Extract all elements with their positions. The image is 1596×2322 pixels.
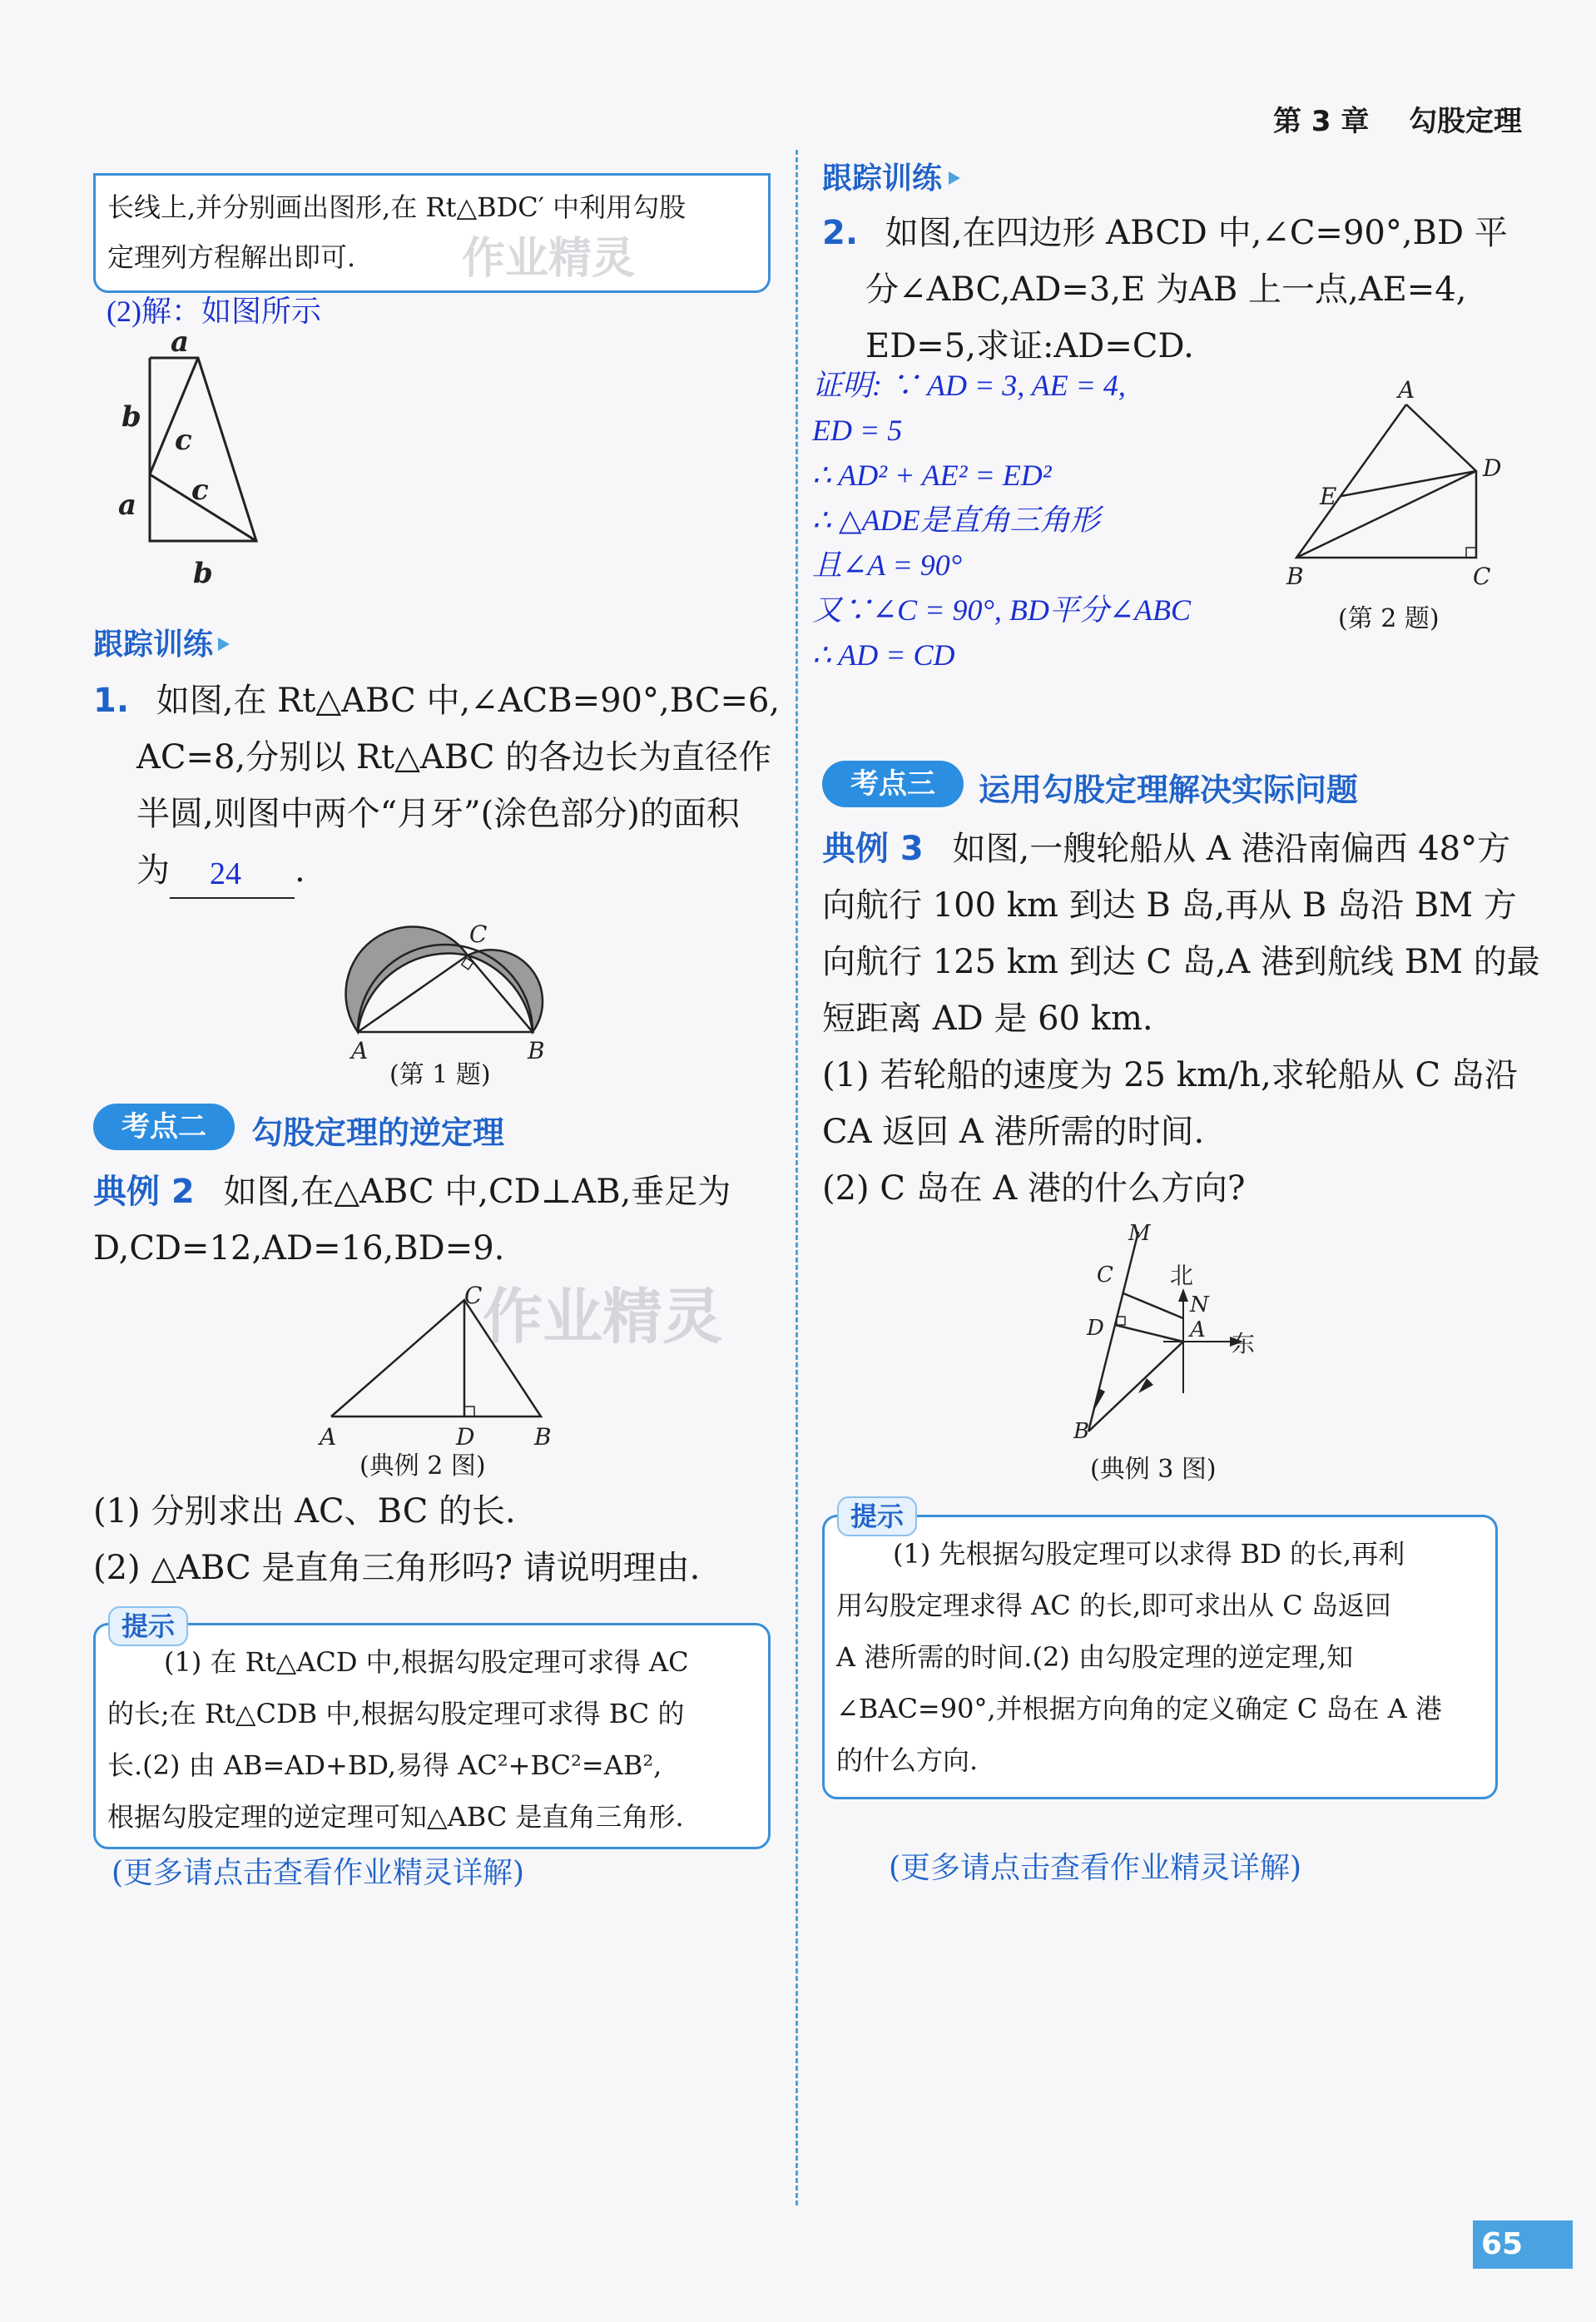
proof-line: ∴ AD = CD — [812, 638, 955, 672]
ex3-line-4: 短距离 AD 是 60 km. — [822, 1000, 1153, 1038]
proof-block — [812, 363, 1191, 677]
hint-line: 的长;在 Rt△CDB 中,根据勾股定理可求得 BC 的 — [107, 1698, 685, 1729]
segment-ca — [1123, 1293, 1183, 1318]
hint-line: 根据勾股定理的逆定理可知△ABC 是直角三角形. — [107, 1801, 684, 1833]
caption-q2: (第 2 题) — [1338, 604, 1440, 633]
label-a: A — [351, 1037, 369, 1064]
segment-ed — [1341, 471, 1476, 496]
ex3-text: 如图,一艘轮船从 A 港沿南偏西 48°方 — [952, 830, 1511, 868]
ex2-line-2: D,CD=12,AD=16,BD=9. — [93, 1229, 505, 1268]
trapezoid-outline — [150, 358, 256, 541]
label-c: C — [469, 920, 488, 948]
q1-prefix: 为 — [136, 851, 170, 890]
more-link-left[interactable]: (更多请点击查看作业精灵详解) — [112, 1856, 525, 1890]
answer-blank[interactable] — [170, 852, 295, 899]
continued-hint-box — [93, 173, 771, 293]
label-b-bottom: b — [193, 557, 213, 590]
ex2-figure — [316, 1282, 566, 1456]
q1-text: 如图,在 Rt△ABC 中,∠ACB=90°,BC=6, — [156, 682, 781, 720]
hint-label-right: 提示 — [837, 1496, 917, 1536]
label-b: B — [528, 1037, 545, 1064]
chapter-number: 第 3 章 — [1273, 105, 1370, 138]
label-c-upper: c — [175, 424, 192, 457]
q1-line-4 — [136, 842, 305, 899]
track-title-2: 跟踪训练 — [822, 161, 943, 196]
label-a-top: a — [171, 333, 190, 359]
trapezoid-figure — [108, 333, 283, 591]
proof-line: 且∠A = 90° — [812, 548, 963, 582]
q1-line-2: AC=8,分别以 Rt△ABC 的各边长为直径作 — [136, 738, 772, 776]
watermark: 作业精灵 — [483, 1282, 723, 1352]
track-arrow-icon — [218, 638, 230, 651]
hint-line: 的什么方向. — [836, 1744, 979, 1776]
right-angle-mark — [1466, 548, 1476, 558]
section-tag-3: 考点三 — [822, 761, 964, 807]
answer-value: 24 — [210, 856, 241, 891]
proof-line: 证明: ∵ AD = 3, AE = 4, — [812, 369, 1126, 402]
right-angle-mark — [1117, 1317, 1125, 1325]
q2-line-3: ED=5,求证:AD=CD. — [865, 327, 1194, 365]
label-north: 北 — [1170, 1262, 1194, 1289]
label-a-left: a — [118, 489, 137, 522]
watermark: 作业精灵 — [462, 234, 636, 284]
north-arrow-icon — [1178, 1288, 1188, 1302]
track-title-1: 跟踪训练 — [93, 628, 214, 662]
label-d: D — [1087, 1316, 1104, 1341]
hint-line: 定理列方程解出即可. — [107, 241, 356, 273]
right-angle-mark — [464, 1407, 474, 1417]
chapter-header — [1273, 98, 1522, 139]
label-d: D — [456, 1423, 475, 1451]
label-n: N — [1190, 1292, 1209, 1317]
caption-ex3: (典例 3 图) — [1090, 1455, 1217, 1484]
hint-box-left — [93, 1623, 771, 1849]
solution-2: (2)解：如图所示 — [107, 295, 321, 328]
hint-line: (1) 先根据勾股定理可以求得 BD 的长,再利 — [893, 1538, 1405, 1570]
label-a: A — [1190, 1317, 1206, 1342]
proof-line: ∴ △ADE是直角三角形 — [812, 504, 1100, 537]
arrow-head — [1138, 1378, 1153, 1393]
more-link-right[interactable]: (更多请点击查看作业精灵详解) — [889, 1851, 1302, 1885]
caption-q1: (第 1 题) — [389, 1060, 491, 1089]
label-c-lower: c — [191, 474, 209, 507]
quadrilateral-abcd — [1296, 404, 1476, 558]
proof-line: 又∵∠C = 90°, BD平分∠ABC — [812, 593, 1192, 627]
q1-line-1 — [93, 672, 780, 729]
q1-suffix: . — [295, 851, 305, 890]
track-arrow-icon — [949, 171, 960, 185]
hint-line: A 港所需的时间.(2) 由勾股定理的逆定理,知 — [836, 1641, 1354, 1673]
q2-line-2: 分∠ABC,AD=3,E 为AB 上一点,AE=4, — [865, 270, 1467, 309]
hint-label-left: 提示 — [108, 1606, 188, 1646]
ex2-question-2: (2) △ABC 是直角三角形吗? 请说明理由. — [93, 1549, 701, 1587]
ex3-question-1b: CA 返回 A 港所需的时间. — [822, 1113, 1205, 1151]
hint-line: 长.(2) 由 AB=AD+BD,易得 AC²+BC²=AB², — [107, 1749, 662, 1781]
column-divider — [796, 150, 798, 2205]
ex3-line-3: 向航行 125 km 到达 C 岛,A 港到航线 BM 的最 — [822, 943, 1540, 981]
hint-line: ∠BAC=90°,并根据方向角的定义确定 C 岛在 A 港 — [836, 1693, 1442, 1724]
section-tag-2: 考点二 — [93, 1104, 235, 1150]
q2-line-1 — [822, 205, 1508, 261]
crescent-figure — [333, 899, 582, 1065]
page-number-text: 65 — [1481, 2227, 1524, 2261]
ex2-label: 典例 2 — [93, 1173, 195, 1211]
label-a: A — [1398, 380, 1415, 404]
hint-line: (1) 在 Rt△ACD 中,根据勾股定理可求得 AC — [164, 1646, 689, 1678]
label-b: B — [1073, 1419, 1090, 1444]
label-b-left: b — [121, 400, 141, 434]
label-e: E — [1320, 483, 1337, 510]
ex2-question-1: (1) 分别求出 AC、BC 的长. — [93, 1492, 516, 1531]
ex2-line-1 — [93, 1163, 731, 1220]
label-c: C — [1473, 563, 1491, 590]
q1-number: 1. — [93, 682, 130, 720]
ex2-text: 如图,在△ABC 中,CD⊥AB,垂足为 — [223, 1173, 731, 1211]
section-title-3: 运用勾股定理解决实际问题 — [979, 772, 1359, 808]
proof-line: ∴ AD² + AE² = ED² — [812, 459, 1052, 492]
hint-line: 长线上,并分别画出图形,在 Rt△BDC′ 中利用勾股 — [107, 191, 686, 223]
label-c: C — [464, 1282, 483, 1309]
ex3-label: 典例 3 — [822, 830, 924, 868]
section-title-2: 勾股定理的逆定理 — [251, 1114, 505, 1151]
ex3-question-1a: (1) 若轮船的速度为 25 km/h,求轮船从 C 岛沿 — [822, 1056, 1518, 1094]
ex3-line-2: 向航行 100 km 到达 B 岛,再从 B 岛沿 BM 方 — [822, 886, 1517, 925]
ex3-question-2: (2) C 岛在 A 港的什么方向? — [822, 1169, 1246, 1208]
arrow-head — [1093, 1388, 1105, 1412]
q2-text: 如图,在四边形 ABCD 中,∠C=90°,BD 平 — [885, 214, 1508, 252]
quadrilateral-figure — [1273, 380, 1523, 596]
label-b: B — [534, 1423, 552, 1451]
q1-line-3: 半圆,则图中两个“月牙”(涂色部分)的面积 — [136, 795, 740, 833]
hint-line: 用勾股定理求得 AC 的长,即可求出从 C 岛返回 — [836, 1590, 1391, 1621]
segment-da — [1115, 1325, 1183, 1342]
proof-line: ED = 5 — [812, 414, 903, 447]
navigation-figure — [1073, 1215, 1273, 1448]
label-a: A — [320, 1423, 337, 1451]
segment-ba — [1088, 1342, 1183, 1431]
triangle-abc — [331, 1300, 541, 1417]
label-east: 东 — [1232, 1330, 1256, 1357]
chapter-title: 勾股定理 — [1409, 105, 1523, 138]
label-d: D — [1483, 454, 1502, 482]
segment — [150, 358, 198, 474]
label-b: B — [1286, 563, 1304, 590]
hint-box-right — [822, 1515, 1498, 1799]
label-m: M — [1128, 1221, 1151, 1246]
q2-number: 2. — [822, 214, 859, 252]
crescent-left — [346, 927, 468, 1032]
page-number — [1473, 2220, 1573, 2269]
label-c: C — [1097, 1263, 1113, 1288]
ex3-line-1 — [822, 821, 1510, 877]
caption-ex2: (典例 2 图) — [359, 1451, 486, 1481]
